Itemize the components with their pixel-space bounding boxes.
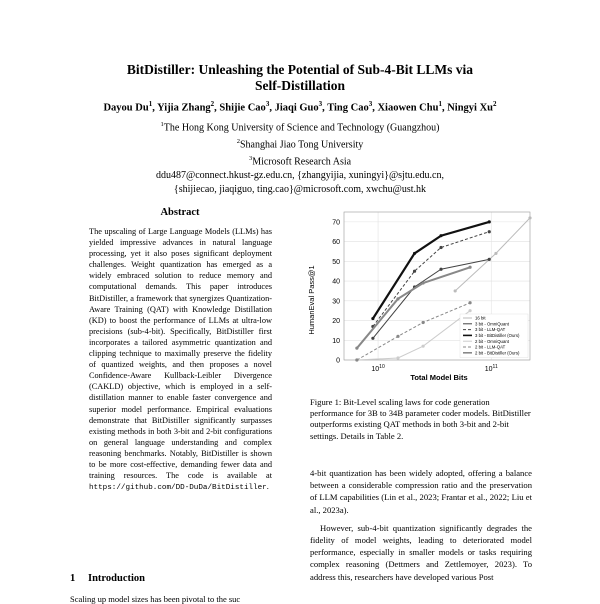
legend-label: 2 bit - LLM-QAT: [475, 344, 506, 350]
legend-label: 2 bit - OmniQuant: [475, 338, 509, 344]
affiliations: [0, 118, 600, 197]
author-affiliation-mark: 1: [438, 100, 442, 108]
series-line: [357, 267, 470, 348]
section-number: 1: [70, 573, 76, 584]
y-axis-label: HumanEval Pass@1: [307, 265, 316, 335]
intro-first-line: Scaling up model sizes has been pivotal to the suc: [70, 594, 241, 604]
data-point: [454, 289, 457, 292]
abstract-body: The upscaling of Large Language Models (LLMs) has yielded impressive advances in natural language processing, yet it also poses significant deployment challenges. Weight quantization has emerged as a widely embraced solution to reduce memory and computational demands. This paper introduces BitDistiller, a framework that synergizes Quantization-Aware Training (QAT) with Knowledge Distillation (KD) to boost the performance of LLMs at ultra-low precisions (sub-4-bit). Specifically, BitDistiller first incorporates a tailored asymmetric quantization and clipping technique to maximally preserve the fidelity of quantized weights, and then proposes a novel Confidence-Aware Kullback-Leibler Divergence (CAKLD) objective, which is employed in a self-distillation manner to enable faster convergence and superior model performance. Empirical evaluations demonstrate that BitDistiller significantly surpasses existing methods in both 3-bit and 2-bit configurations on general language understanding and complex reasoning benchmarks. Notably, BitDistiller is shown to be more cost-effective, demanding fewer data and training resources. The code is available at https://github.com/DD-DuDa/BitDistiller.: [89, 227, 272, 493]
author-affiliation-mark: 3: [265, 100, 270, 108]
data-point: [396, 356, 399, 359]
paper-title-line-1: BitDistiller: Unleashing the Potential of Sub-4-Bit LLMs via: [126, 62, 474, 77]
data-point: [413, 270, 416, 273]
legend-label: 3 bit - BitDistiller (Ours): [475, 333, 520, 338]
data-point: [528, 216, 531, 219]
data-point: [439, 246, 442, 249]
data-point: [468, 309, 471, 312]
y-tick-label: 40: [332, 278, 340, 286]
affiliation-2: $^2$Shanghai Jiao Tong University: [236, 138, 364, 151]
author-affiliation-mark: 1: [148, 100, 153, 108]
legend-label: 3 bit - OmniQuant: [475, 321, 509, 327]
x-tick-label: $10^{11}$: [484, 364, 498, 373]
series-line: [373, 232, 489, 327]
abstract-text: The upscaling of Large Language Models (LLMs) has yielded impressive advances in natural language processing, yet it also poses significant deployment challenges. Weight quantization has emerged as a widely embraced solution to reduce memory and computational demands. This paper introduces BitDistiller, a framework that synergizes Quantization-Aware Training (QAT) with Knowledge Distillation (KD) to boost the performance of LLMs at ultra-low precisions (sub-4-bit). Specifically, BitDistiller first incorporates a tailored asymmetric quantization and clipping technique to maximally preserve the fidelity of quantized weights, and then proposes a novel Confidence-Aware Kullback-Leibler Divergence (CAKLD) objective, which is employed in a self-distillation manner to enable faster convergence and superior model performance. Empirical evaluations demonstrate that BitDistiller significantly surpasses existing methods in both 3-bit and 2-bit configurations on general language understanding and complex reasoning benchmarks. Notably, BitDistiller is shown to be more cost-effective, demanding fewer data and training resources. The code is available at: [89, 227, 272, 481]
author-name: Xiaowen Chu: [377, 102, 439, 114]
y-tick-label: 70: [332, 219, 340, 227]
data-point: [355, 358, 358, 361]
author-name: Jiaqi Guo: [274, 102, 319, 114]
right-column-body: [310, 467, 532, 583]
legend-label: 16 bit: [475, 315, 486, 321]
figure-1-chart: [300, 200, 540, 390]
abstract-heading: Abstract: [160, 207, 200, 218]
section-title: Introduction: [88, 573, 145, 584]
data-point: [488, 220, 491, 223]
data-point: [488, 258, 491, 261]
y-tick-label: 10: [332, 337, 340, 345]
author-name: Dayou Du: [103, 102, 149, 114]
paragraph: 4-bit quantization has been widely adopted, offering a balance between a considerable compression ratio and the preservation of LLM capabilities (Lin et al., 2023; Frantar et al., 2022; Liu et al., 2023a).: [310, 468, 532, 515]
data-point: [422, 345, 425, 348]
x-axis-label: Total Model Bits: [410, 373, 468, 382]
data-point: [413, 252, 416, 255]
author-affiliation-mark: 3: [318, 100, 323, 108]
y-tick-label: 30: [332, 298, 340, 306]
y-tick-label: 60: [332, 239, 340, 247]
emails-line-1: ddu487@connect.hkust-gz.edu.cn, {zhangyijia, xuningyi}@sjtu.edu.cn,: [156, 170, 444, 182]
emails-line-2: {shijiecao, jiaqiguo, ting.cao}@microsoft.com, xwchu@ust.hk: [173, 184, 427, 196]
data-point: [468, 301, 471, 304]
legend-label: 3 bit - LLM-QAT: [475, 327, 506, 333]
affiliation-3: $^3$Microsoft Research Asia: [248, 155, 352, 168]
author-name: Ningyi Xu: [447, 102, 494, 114]
y-tick-label: 20: [332, 318, 340, 326]
data-point: [371, 337, 374, 340]
author-name: Ting Cao: [327, 102, 369, 114]
author-list: Dayou Du$^1$, Yijia Zhang$^2$, Shijie Cao$^3$, Jiaqi Guo$^3$, Ting Cao$^3$, Xiaowen Chu$^1$, Ningyi Xu$^2$: [103, 100, 497, 114]
figure-1-caption: Figure 1: Bit-Level scaling laws for code generation performance for 3B to 34B parameter coder models. BitDistiller outperforms existing QAT methods in both 3-bit and 2-bit settings. Details in Table 2.: [310, 397, 531, 441]
series-line: [357, 303, 470, 360]
data-point: [422, 321, 425, 324]
legend-label: 2 bit - BitDistiller (Ours): [475, 350, 520, 356]
paper-title-line-2: Self-Distillation: [255, 78, 345, 93]
y-tick-label: 0: [336, 357, 340, 365]
y-tick-label: 50: [332, 258, 340, 266]
data-point: [396, 335, 399, 338]
data-point: [371, 317, 374, 320]
data-point: [494, 252, 497, 255]
code-link[interactable]: https://github.com/DD-DuDa/BitDistiller: [89, 484, 267, 493]
data-point: [396, 297, 399, 300]
author-affiliation-mark: 2: [210, 100, 215, 108]
author-name: Yijia Zhang: [157, 102, 211, 114]
data-point: [488, 230, 491, 233]
data-point: [355, 347, 358, 350]
author-affiliation-mark: 2: [493, 100, 497, 108]
x-tick-label: $10^{10}$: [371, 364, 385, 373]
paragraph: However, sub-4-bit quantization significantly degrades the fidelity of model weights, leading to deteriorated model performance, especially in smaller models or tasks requiring complex reasoning (Dettmers and Zettlemoyer, 2023). To address this, researchers have developed various Post: [310, 522, 532, 582]
data-point: [468, 266, 471, 269]
data-point: [439, 234, 442, 237]
data-point: [422, 281, 425, 284]
author-name: Shijie Cao: [219, 102, 266, 114]
data-point: [439, 268, 442, 271]
affiliation-1: $^1$The Hong Kong University of Science and Technology (Guangzhou): [160, 121, 440, 134]
chart-legend: [460, 314, 528, 358]
author-affiliation-mark: 3: [368, 100, 373, 108]
paper-title: [0, 62, 600, 94]
series-line: [373, 222, 489, 319]
section-heading-introduction: [70, 573, 145, 584]
